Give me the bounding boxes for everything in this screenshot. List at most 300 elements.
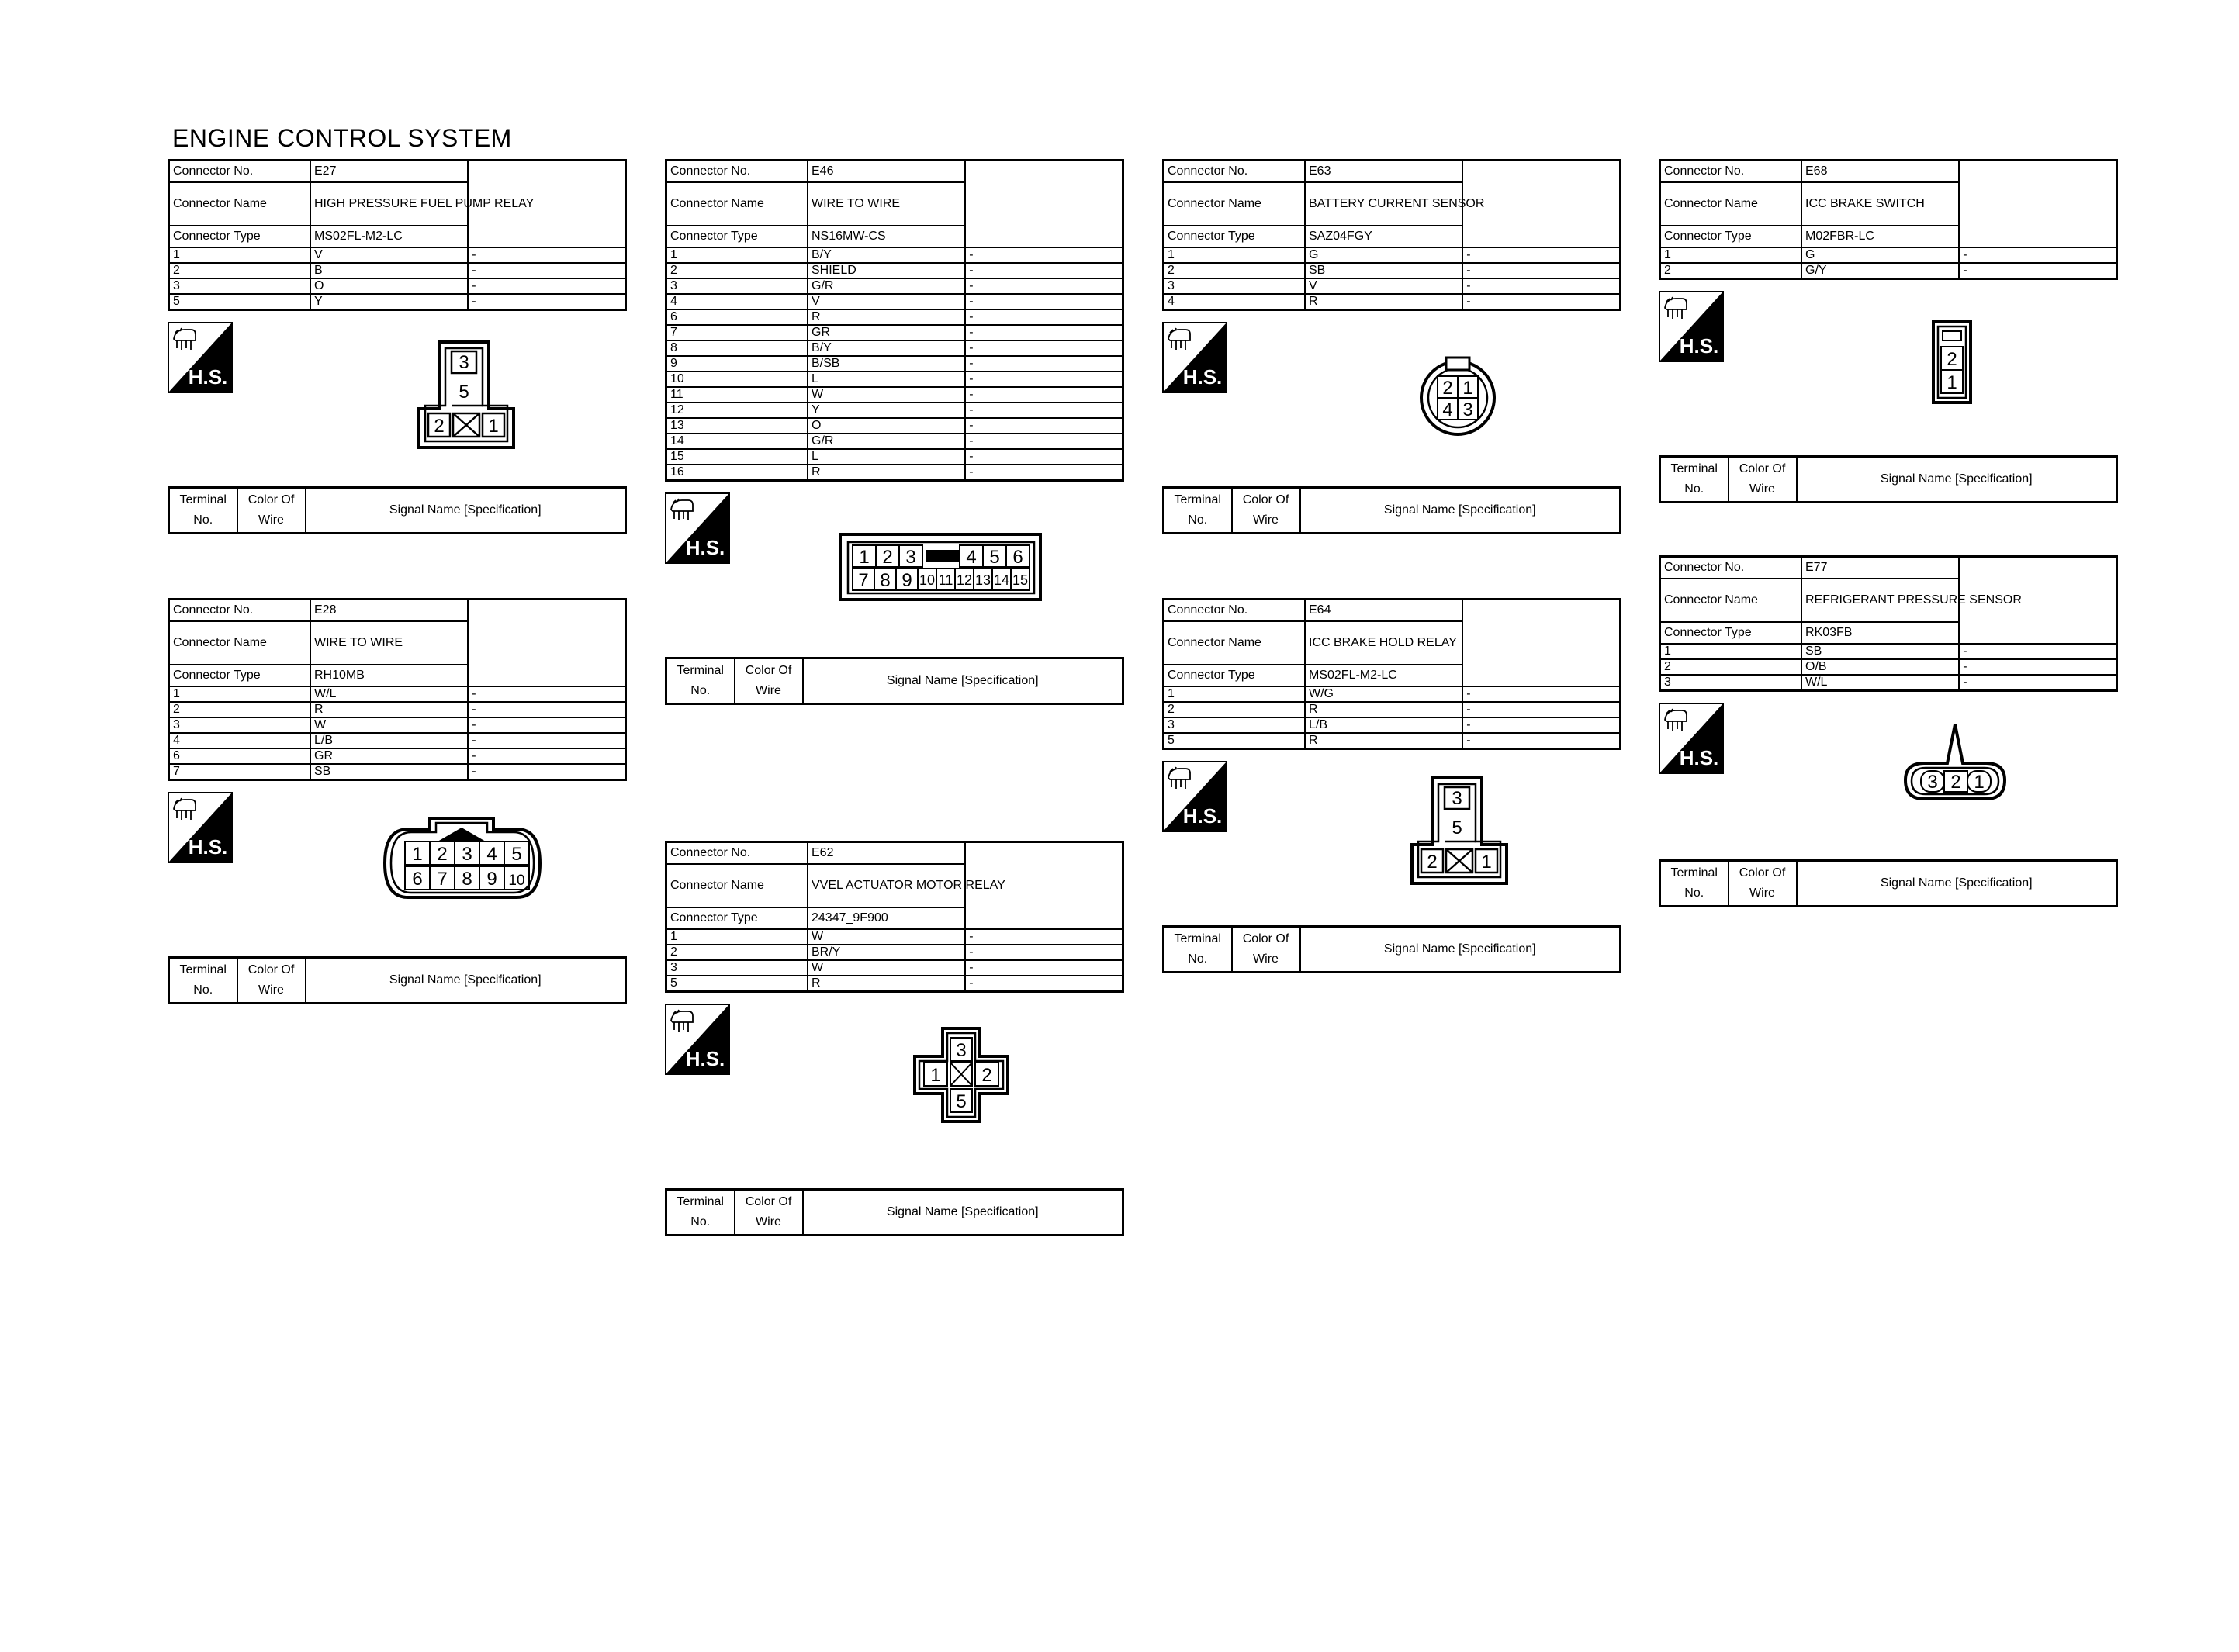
terminal-no-cell: 1 — [169, 247, 311, 263]
pin-label: 13 — [974, 572, 991, 588]
wire-color-cell: W/L — [1801, 675, 1959, 691]
pin-label: 1 — [930, 1065, 941, 1086]
signal-name-cell: - — [468, 247, 625, 263]
connector-diagram-area — [1659, 280, 2118, 455]
connector-name-label: Connector Name — [1164, 182, 1306, 226]
terminal-no-cell: 15 — [666, 449, 808, 465]
signal-name-cell: - — [1959, 644, 2116, 659]
connector-type-label: Connector Type — [1164, 665, 1306, 686]
signal-name-cell: - — [468, 733, 625, 748]
wire-color-cell: L/B — [1305, 717, 1462, 733]
table-row — [1660, 263, 2117, 279]
table-row — [169, 717, 626, 733]
signal-name-header: Signal Name [Specification] — [1300, 927, 1621, 973]
connector-info-table — [1659, 159, 2118, 280]
signal-name-cell: - — [1462, 278, 1620, 294]
table-row — [169, 247, 626, 263]
table-row — [1660, 675, 2117, 691]
connector-face-diagram — [1410, 776, 1510, 886]
terminal-no-cell: 2 — [1660, 263, 1802, 279]
table-row — [666, 449, 1123, 465]
connector-name-value: VVEL ACTUATOR MOTOR RELAY — [808, 864, 965, 907]
terminal-no-cell: 11 — [666, 387, 808, 403]
connector-no-label: Connector No. — [1164, 600, 1306, 622]
terminal-no-cell: 3 — [1660, 675, 1802, 691]
wire-color-header: Color Of Wire — [735, 1190, 803, 1236]
table-row — [169, 733, 626, 748]
connector-block-e46 — [665, 159, 1124, 705]
wire-color-header: Color Of Wire — [237, 958, 306, 1004]
terminal-no-cell: 5 — [666, 976, 808, 992]
pin-label: 5 — [511, 844, 522, 865]
terminal-no-header: Terminal No. — [169, 488, 237, 534]
pin-label: 2 — [882, 547, 893, 568]
pin-label: 1 — [859, 547, 870, 568]
connector-face-diagram — [1417, 354, 1499, 437]
wire-color-cell: G — [1801, 247, 1959, 263]
wire-color-cell: W — [808, 929, 965, 945]
signal-name-cell: - — [1462, 717, 1620, 733]
pin-label: 5 — [956, 1091, 967, 1112]
harness-side-icon — [665, 492, 730, 564]
connector-diagram-area — [1162, 750, 1621, 925]
connector-no-value: E77 — [1801, 557, 1959, 579]
harness-side-icon — [1659, 703, 1724, 774]
pin-label: 3 — [956, 1040, 967, 1061]
connector-face-diagram — [1932, 320, 1972, 404]
harness-side-icon — [168, 792, 233, 863]
pin-label: 7 — [437, 869, 448, 890]
connector-no-value: E68 — [1801, 161, 1959, 183]
wire-color-cell: V — [808, 294, 965, 309]
pin-label: 11 — [938, 572, 953, 588]
terminal-table — [665, 1188, 1124, 1236]
connector-info-table — [1659, 555, 2118, 692]
table-row — [666, 278, 1123, 294]
signal-name-cell: - — [1959, 247, 2116, 263]
wire-color-header: Color Of Wire — [1232, 488, 1300, 534]
wire-color-cell: W/G — [1305, 686, 1462, 702]
connector-type-label: Connector Type — [1660, 622, 1802, 644]
signal-name-cell: - — [965, 278, 1123, 294]
signal-name-cell: - — [965, 418, 1123, 434]
harness-side-label: H.S. — [1182, 365, 1223, 389]
terminal-no-header: Terminal No. — [1164, 927, 1232, 973]
signal-name-cell: - — [965, 387, 1123, 403]
terminal-table — [1162, 925, 1621, 973]
wire-color-cell: R — [808, 309, 965, 325]
signal-name-cell: - — [1462, 733, 1620, 749]
wire-color-cell: GR — [310, 748, 468, 764]
terminal-no-cell: 6 — [169, 748, 311, 764]
connector-name-label: Connector Name — [1660, 182, 1802, 226]
connector-type-value: SAZ04FGY — [1305, 226, 1462, 247]
terminal-no-cell: 3 — [666, 960, 808, 976]
terminal-table — [665, 657, 1124, 705]
wire-color-cell: W — [808, 387, 965, 403]
wire-color-cell: G/R — [808, 278, 965, 294]
pin-label: 3 — [462, 844, 472, 865]
signal-name-cell: - — [965, 356, 1123, 372]
signal-name-header: Signal Name [Specification] — [1797, 457, 2117, 503]
connector-face-diagram — [383, 812, 542, 913]
connector-name-label: Connector Name — [666, 182, 808, 226]
table-row — [666, 418, 1123, 434]
wire-color-cell: SB — [310, 764, 468, 780]
signal-name-cell: - — [468, 278, 625, 294]
signal-name-cell: - — [1462, 247, 1620, 263]
wire-color-cell: G/Y — [1801, 263, 1959, 279]
connector-info-table — [665, 841, 1124, 993]
wire-color-cell: O/B — [1801, 659, 1959, 675]
terminal-no-cell: 2 — [169, 263, 311, 278]
terminal-table — [1659, 859, 2118, 907]
terminal-table — [168, 956, 627, 1004]
signal-name-cell: - — [965, 309, 1123, 325]
connector-no-value: E63 — [1305, 161, 1462, 183]
harness-side-label: H.S. — [188, 365, 228, 389]
pin-label: 2 — [1442, 378, 1453, 399]
wire-color-cell: R — [1305, 702, 1462, 717]
harness-side-icon — [665, 1004, 730, 1075]
terminal-no-cell: 14 — [666, 434, 808, 449]
terminal-no-header: Terminal No. — [1660, 457, 1729, 503]
harness-side-label: H.S. — [188, 835, 228, 859]
wire-color-cell: SHIELD — [808, 263, 965, 278]
pin-label: 1 — [1462, 378, 1473, 399]
signal-name-cell: - — [468, 702, 625, 717]
pin-label: 2 — [981, 1065, 992, 1086]
wire-color-cell: L — [808, 449, 965, 465]
wire-color-cell: B/Y — [808, 247, 965, 263]
table-row — [1660, 247, 2117, 263]
connector-type-label: Connector Type — [1660, 226, 1802, 247]
table-row — [666, 387, 1123, 403]
signal-name-cell: - — [1462, 686, 1620, 702]
connector-block-e68 — [1659, 159, 2118, 503]
wire-color-header: Color Of Wire — [237, 488, 306, 534]
terminal-no-cell: 8 — [666, 340, 808, 356]
signal-name-cell: - — [1959, 263, 2116, 279]
table-row — [1660, 644, 2117, 659]
connector-info-table — [1162, 598, 1621, 750]
table-row — [169, 764, 626, 780]
connector-block-e62 — [665, 841, 1124, 1236]
terminal-no-cell: 4 — [169, 733, 311, 748]
pin-label: 3 — [1462, 399, 1473, 420]
pin-label: 2 — [1947, 349, 1957, 370]
table-row — [666, 945, 1123, 960]
table-row — [666, 340, 1123, 356]
table-row — [1164, 733, 1621, 749]
table-row — [666, 465, 1123, 481]
connector-type-value: MS02FL-M2-LC — [1305, 665, 1462, 686]
connector-diagram-area — [168, 781, 627, 956]
signal-name-cell: - — [965, 929, 1123, 945]
wire-color-cell: W — [310, 717, 468, 733]
terminal-no-cell: 1 — [1660, 247, 1802, 263]
wire-color-cell: BR/Y — [808, 945, 965, 960]
terminal-no-cell: 6 — [666, 309, 808, 325]
pin-label: 15 — [1012, 572, 1029, 588]
pin-label: 8 — [880, 570, 891, 591]
terminal-no-header: Terminal No. — [1164, 488, 1232, 534]
connector-type-label: Connector Type — [169, 226, 311, 247]
signal-name-cell: - — [965, 465, 1123, 481]
connector-name-value: HIGH PRESSURE FUEL PUMP RELAY — [310, 182, 468, 226]
wire-color-header: Color Of Wire — [1729, 457, 1797, 503]
connector-info-table — [1162, 159, 1621, 311]
connector-no-label: Connector No. — [666, 161, 808, 183]
connector-no-label: Connector No. — [1164, 161, 1306, 183]
terminal-no-cell: 13 — [666, 418, 808, 434]
pin-label: 4 — [486, 844, 497, 865]
terminal-no-header: Terminal No. — [666, 1190, 735, 1236]
wire-color-cell: R — [808, 976, 965, 992]
pin-label: 12 — [956, 572, 973, 588]
signal-name-header: Signal Name [Specification] — [803, 1190, 1123, 1236]
connector-no-label: Connector No. — [169, 161, 311, 183]
signal-name-header: Signal Name [Specification] — [803, 658, 1123, 704]
pin-label: 6 — [412, 869, 423, 890]
pin-label: 5 — [989, 547, 1000, 568]
table-row — [666, 960, 1123, 976]
table-row — [666, 356, 1123, 372]
table-row — [666, 976, 1123, 992]
signal-name-cell: - — [965, 340, 1123, 356]
connector-block-e27 — [168, 159, 627, 534]
table-row — [666, 294, 1123, 309]
connector-name-label: Connector Name — [666, 864, 808, 907]
connector-name-label: Connector Name — [169, 621, 311, 665]
table-row — [1164, 717, 1621, 733]
terminal-no-cell: 4 — [666, 294, 808, 309]
table-row — [1164, 263, 1621, 278]
wire-color-header: Color Of Wire — [1232, 927, 1300, 973]
harness-side-icon — [1162, 322, 1227, 393]
connector-no-value: E46 — [808, 161, 965, 183]
terminal-no-cell: 1 — [666, 247, 808, 263]
connector-name-value: BATTERY CURRENT SENSOR — [1305, 182, 1462, 226]
table-row — [1164, 686, 1621, 702]
terminal-no-cell: 1 — [169, 686, 311, 702]
harness-side-icon — [1162, 761, 1227, 832]
pin-label: 2 — [1427, 852, 1438, 873]
table-row — [666, 309, 1123, 325]
terminal-no-cell: 9 — [666, 356, 808, 372]
signal-name-cell: - — [965, 263, 1123, 278]
table-row — [169, 748, 626, 764]
wire-color-cell: R — [1305, 294, 1462, 310]
harness-side-label: H.S. — [1679, 746, 1719, 769]
pin-label: 1 — [1974, 772, 1985, 793]
connector-type-value: 24347_9F900 — [808, 907, 965, 929]
table-row — [1164, 247, 1621, 263]
terminal-no-cell: 10 — [666, 372, 808, 387]
signal-name-cell: - — [1959, 675, 2116, 691]
wire-color-cell: R — [1305, 733, 1462, 749]
signal-name-header: Signal Name [Specification] — [1300, 488, 1621, 534]
wire-color-header: Color Of Wire — [1729, 861, 1797, 907]
connector-diagram-area — [168, 311, 627, 486]
signal-name-header: Signal Name [Specification] — [306, 958, 626, 1004]
connector-block-e77 — [1659, 555, 2118, 907]
signal-name-cell: - — [965, 976, 1123, 992]
wire-color-cell: R — [808, 465, 965, 481]
terminal-no-cell: 1 — [666, 929, 808, 945]
terminal-no-cell: 1 — [1164, 686, 1306, 702]
connector-type-label: Connector Type — [666, 226, 808, 247]
connector-name-label: Connector Name — [1660, 579, 1802, 622]
pin-label: 4 — [1442, 399, 1453, 420]
terminal-no-cell: 7 — [666, 325, 808, 340]
connector-type-label: Connector Type — [666, 907, 808, 929]
connector-no-value: E27 — [310, 161, 468, 183]
terminal-no-cell: 7 — [169, 764, 311, 780]
terminal-no-cell: 2 — [666, 263, 808, 278]
connector-face-diagram — [913, 1027, 1009, 1123]
wire-color-cell: B/Y — [808, 340, 965, 356]
signal-name-cell: - — [468, 764, 625, 780]
pin-label: 8 — [462, 869, 472, 890]
wire-color-cell: L/B — [310, 733, 468, 748]
wire-color-cell: SB — [1305, 263, 1462, 278]
terminal-no-cell: 4 — [1164, 294, 1306, 310]
signal-name-cell: - — [965, 403, 1123, 418]
pin-label: 2 — [1950, 772, 1961, 793]
connector-no-label: Connector No. — [666, 842, 808, 865]
connector-diagram-area — [665, 993, 1124, 1188]
terminal-no-cell: 16 — [666, 465, 808, 481]
signal-name-cell: - — [965, 372, 1123, 387]
pin-label: 1 — [1481, 852, 1492, 873]
connector-info-table — [168, 598, 627, 781]
wire-color-cell: G/R — [808, 434, 965, 449]
terminal-no-cell: 2 — [1164, 702, 1306, 717]
harness-side-label: H.S. — [685, 536, 725, 559]
signal-name-cell: - — [965, 449, 1123, 465]
pin-label: 4 — [966, 547, 977, 568]
wire-color-cell: W — [808, 960, 965, 976]
pin-label: 5 — [1452, 817, 1462, 838]
terminal-no-cell: 3 — [169, 278, 311, 294]
connector-name-label: Connector Name — [169, 182, 311, 226]
harness-side-label: H.S. — [1182, 804, 1223, 828]
pin-label: 9 — [486, 869, 497, 890]
connector-name-value: REFRIGERANT PRESSURE SENSOR — [1801, 579, 1959, 622]
wire-color-cell: Y — [808, 403, 965, 418]
wire-color-cell: Y — [310, 294, 468, 310]
signal-name-cell: - — [468, 263, 625, 278]
terminal-table — [1162, 486, 1621, 534]
wire-color-cell: SB — [1801, 644, 1959, 659]
terminal-no-cell: 5 — [169, 294, 311, 310]
pin-label: 1 — [488, 416, 499, 437]
table-row — [666, 372, 1123, 387]
connector-face-diagram — [417, 340, 517, 451]
page-title: ENGINE CONTROL SYSTEM — [172, 124, 512, 152]
connector-diagram-area — [1659, 692, 2118, 859]
wire-color-cell: B — [310, 263, 468, 278]
signal-name-cell: - — [468, 686, 625, 702]
wire-color-cell: G — [1305, 247, 1462, 263]
table-row — [1660, 659, 2117, 675]
connector-block-e28 — [168, 598, 627, 1004]
table-row — [666, 263, 1123, 278]
table-row — [1164, 702, 1621, 717]
pin-label: 2 — [437, 844, 448, 865]
table-row — [169, 263, 626, 278]
connector-name-value: ICC BRAKE HOLD RELAY — [1305, 621, 1462, 665]
pin-label: 10 — [508, 873, 525, 889]
terminal-no-cell: 1 — [1164, 247, 1306, 263]
terminal-no-cell: 1 — [1660, 644, 1802, 659]
terminal-no-cell: 2 — [666, 945, 808, 960]
pin-label: 7 — [858, 570, 869, 591]
table-row — [666, 247, 1123, 263]
connector-block-e64 — [1162, 598, 1621, 973]
terminal-no-cell: 2 — [1660, 659, 1802, 675]
table-row — [666, 929, 1123, 945]
connector-face-diagram — [1902, 720, 2008, 804]
pin-label: 3 — [1452, 788, 1462, 809]
pin-label: 2 — [434, 416, 445, 437]
signal-name-cell: - — [965, 325, 1123, 340]
wire-color-header: Color Of Wire — [735, 658, 803, 704]
connector-diagram-area — [665, 482, 1124, 657]
connector-no-value: E28 — [310, 600, 468, 622]
signal-name-cell: - — [1462, 263, 1620, 278]
table-row — [169, 702, 626, 717]
wire-color-cell: O — [310, 278, 468, 294]
terminal-no-cell: 12 — [666, 403, 808, 418]
wire-color-cell: V — [310, 247, 468, 263]
harness-side-icon — [1659, 291, 1724, 362]
connector-type-label: Connector Type — [169, 665, 311, 686]
pin-label: 6 — [1012, 547, 1023, 568]
table-row — [1164, 294, 1621, 310]
signal-name-header: Signal Name [Specification] — [1797, 861, 2117, 907]
wire-color-cell: R — [310, 702, 468, 717]
harness-side-label: H.S. — [685, 1047, 725, 1070]
signal-name-cell: - — [965, 434, 1123, 449]
terminal-no-header: Terminal No. — [666, 658, 735, 704]
terminal-no-header: Terminal No. — [169, 958, 237, 1004]
pin-label: 3 — [459, 352, 469, 373]
signal-name-cell: - — [965, 294, 1123, 309]
connector-block-e63 — [1162, 159, 1621, 534]
signal-name-cell: - — [1462, 702, 1620, 717]
table-row — [169, 294, 626, 310]
table-row — [666, 434, 1123, 449]
connector-info-table — [168, 159, 627, 311]
connector-name-value: WIRE TO WIRE — [310, 621, 468, 665]
signal-name-cell: - — [468, 717, 625, 733]
table-row — [666, 403, 1123, 418]
wire-color-cell: B/SB — [808, 356, 965, 372]
terminal-table — [1659, 455, 2118, 503]
terminal-no-cell: 3 — [169, 717, 311, 733]
connector-no-label: Connector No. — [1660, 557, 1802, 579]
connector-name-value: WIRE TO WIRE — [808, 182, 965, 226]
wire-color-cell: V — [1305, 278, 1462, 294]
terminal-no-cell: 3 — [1164, 717, 1306, 733]
table-row — [1164, 278, 1621, 294]
pin-label: 5 — [459, 382, 469, 403]
connector-no-value: E62 — [808, 842, 965, 865]
table-row — [169, 686, 626, 702]
connector-diagram-area — [1162, 311, 1621, 486]
